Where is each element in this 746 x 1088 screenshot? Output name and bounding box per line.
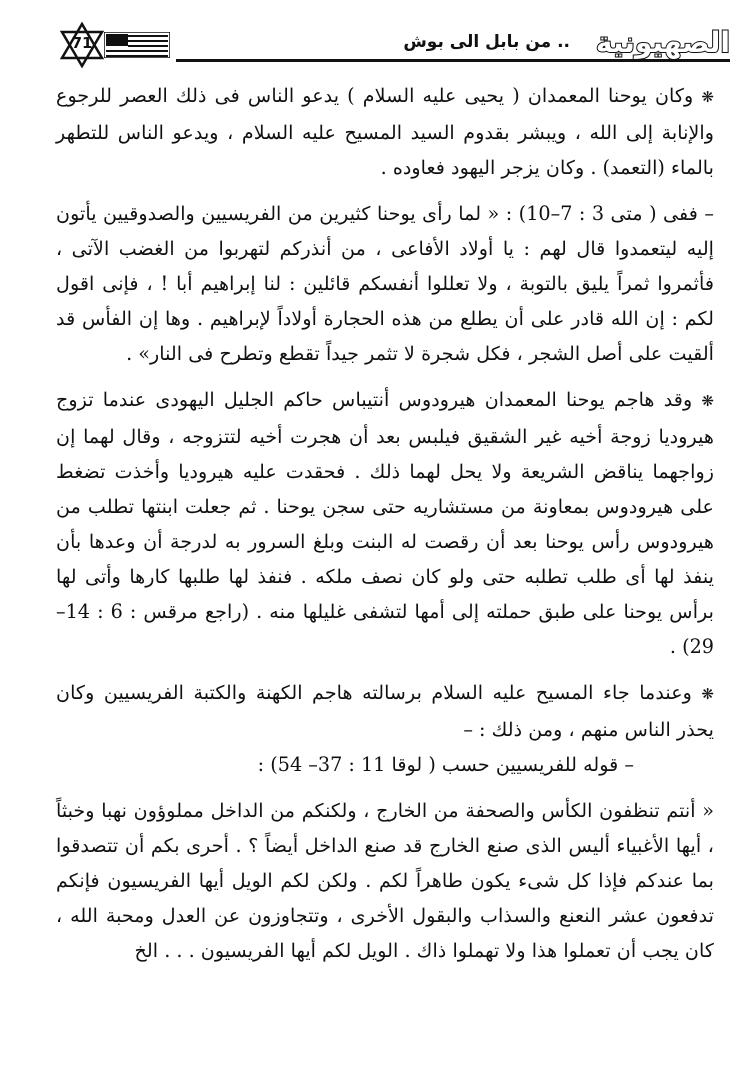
paragraph-1: [56, 78, 714, 185]
paragraph-text: – قوله للفريسيين حسب ( لوقا 11 : 37– 54) :: [257, 753, 634, 776]
paragraph-2: [56, 196, 714, 371]
paragraph-3: [56, 382, 714, 664]
paragraph-text: – ففى ( متى 3 : 7–10) : « لما رأى يوحنا كثيرين من الفريسيين والصدوقيين يأتون إليه ليتعمدوا قال لهم : يا أولاد الأفاعى ، من أنذركم لتهربوا من الغضب الآتى ، فأثمروا ثمراً يليق بالتوبة ، ولا تعللوا أنفسكم قائلين : لنا إبراهيم أبا ! ، فإنى اقول لكم : إن الله قادر على أن يطلع من هذه الحجارة أولاداً لإبراهيم . وها إن الفأس قد ألقيت على أصل الشجر ، فكل شجرة لا تثمر جيداً تقطع وتطرح فى النار» .: [56, 202, 714, 365]
bullet-icon: ❋: [701, 392, 714, 410]
paragraph-text: « أنتم تنظفون الكأس والصحفة من الخارج ، ولكنكم من الداخل مملوؤون نهبا وخبثاً ، أيها الأغبياء أليس الذى صنع الخارج قد صنع الداخل أيضاً ؟ . أحرى بكم أن تتصدقوا بما عندكم فإذا كل شىء يكون طاهراً لكم . ولكن لكم الويل أيها الفريسيون فإنكم تدفعون عشر النعنع والسذاب والبقول الأخرى ، وتتجاوزون عن العدل ومحبة الله ، كان يجب أن تعملوا هذا ولا تهملوا ذاك . الويل لكم أيها الفريسيون . . . الخ: [56, 799, 714, 962]
bullet-icon: ❋: [701, 685, 714, 703]
paragraph-6: [56, 793, 714, 968]
paragraph-text: وكان يوحنا المعمدان ( يحيى عليه السلام ) يدعو الناس فى ذلك العصر للرجوع والإنابة إلى الله ، ويبشر بقدوم السيد المسيح عليه السلام ، ويدعو الناس للتطهر بالماء (التعمد) . وكان يزجر اليهود فعاوده .: [56, 84, 714, 179]
book-title: الصهيونية: [595, 26, 730, 59]
paragraph-4: [56, 675, 714, 747]
body-text: [56, 78, 714, 968]
page-number: 71: [71, 34, 93, 52]
book-subtitle: .. من بابل الى بوش: [403, 32, 570, 52]
paragraph-5: [56, 747, 714, 782]
page-header: [58, 26, 730, 64]
us-flag-icon: [104, 32, 170, 58]
paragraph-text: وقد هاجم يوحنا المعمدان هيرودوس أنتيباس حاكم الجليل اليهودى عندما تزوج هيروديا زوجة أخيه غير الشقيق فيلبس بعد أن هجرت أخيه لتتزوجه ، وقال لهما إن زواجهما يناقض الشريعة ولا يحل لهما ذلك . فحقدت عليه هيروديا وأخذت تضغط على هيرودوس بمعاونة من مستشاريه حتى سجن يوحنا . ثم جعلت ابنتها تطلب من هيرودوس رأس يوحنا بعد أن رقصت له البنت وبلغ السرور به لدرجة أن وعدها بأن ينفذ لها أى طلب تطلبه حتى ولو كان نصف ملكه . فنفذ لها طلبها كارها وأتى لها برأس يوحنا على طبق حملته إلى أمها لتشفى غليلها منه . (راجع مرقس : 6 : 14– 29) .: [56, 388, 714, 658]
paragraph-text: وعندما جاء المسيح عليه السلام برسالته هاجم الكهنة والكتبة الفريسيين وكان يحذر الناس منهم ، ومن ذلك : –: [56, 681, 714, 741]
bullet-icon: ❋: [701, 88, 714, 106]
